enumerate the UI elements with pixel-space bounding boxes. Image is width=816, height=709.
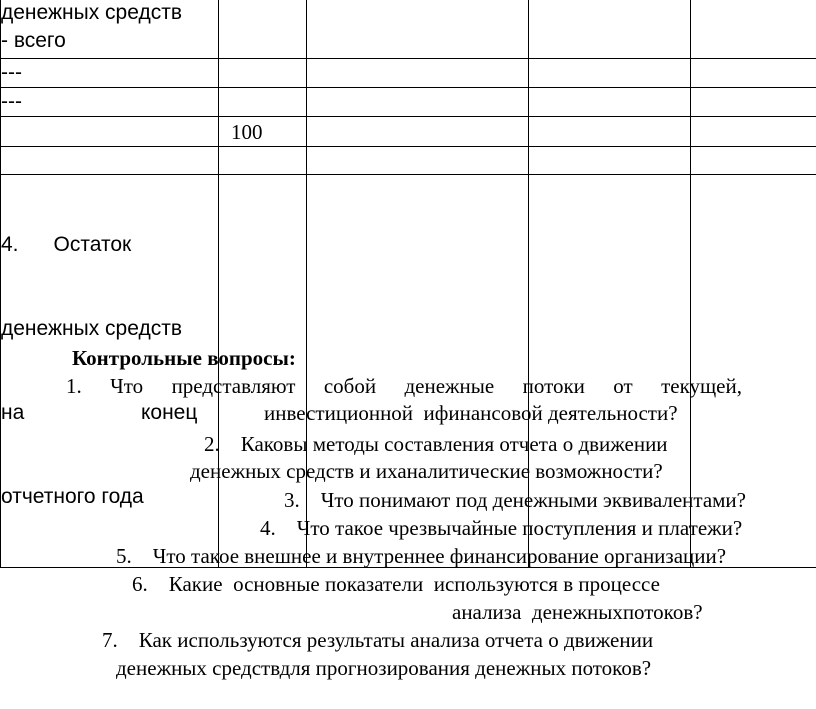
question-word: денежные [404,374,495,398]
question-3: 3. Что понимают под денежными эквивалентами? [284,488,746,512]
question-number: 1. [66,374,82,398]
table-cell [219,88,307,117]
question-4: 4. Что такое чрезвычайные поступления и платежи? [260,516,743,540]
row-label-cell [1,88,219,117]
table-cell [691,88,816,117]
table-cell [529,59,691,88]
row-label-line: --- [1,61,22,84]
table-cell [529,0,691,59]
table-row [1,117,816,147]
row-label-line: отчетного года [1,485,144,508]
row-label-line: денежных средств [1,1,182,24]
table-row [1,0,816,59]
question-5: 5. Что такое внешнее и внутреннее финансирование организации? [116,544,727,568]
table-cell [529,88,691,117]
table-cell [219,59,307,88]
table-row [1,59,816,88]
table-cell [691,147,816,175]
row-label-line: --- [1,90,22,113]
table-row [1,88,816,117]
question-word: от [613,374,633,398]
questions-title: Контрольные вопросы: [72,346,296,370]
row-label-cell [1,59,219,88]
row-label-cell [1,175,219,568]
question-word: представляют [171,374,296,398]
table-cell [691,117,816,147]
table-cell [307,147,529,175]
row-label-cell [1,117,219,147]
table-cell [529,117,691,147]
question-2-line-1: 2. Каковы методы составления отчета о движении [204,432,668,456]
table-cell [307,117,529,147]
question-word: Что [110,374,144,398]
table-cell [219,147,307,175]
question-6-line-1: 6. Какие основные показатели используются в процессе [132,572,660,596]
table-row [1,147,816,175]
question-2-line-2: денежных средств и иханалитические возможности? [190,459,663,483]
value-cell: 100 [219,117,307,147]
question-1-line-2: инвестиционной ифинансовой деятельности? [264,401,678,425]
table-cell [691,0,816,59]
table-cell [307,88,529,117]
table-cell [307,0,529,59]
row-label-line: - всего [1,29,66,52]
row-label-line: 4. Остаток [1,233,132,256]
table-cell [307,59,529,88]
question-word: собой [323,374,377,398]
table-cell [529,147,691,175]
row-label-line: денежных средств [1,317,182,340]
question-word: текущей, [661,374,742,398]
question-7-line-2: денежных средствдля прогнозирования денежных потоков? [116,656,652,680]
row-label-cell [1,147,219,175]
question-6-line-2: анализа денежныхпотоков? [452,600,703,624]
question-7-line-1: 7. Как используются результаты анализа отчета о движении [102,628,654,652]
question-word: потоки [522,374,585,398]
row-label-line: на конец [1,401,198,424]
row-label-cell [1,0,219,59]
question-1-line-1 [66,373,742,399]
table-cell [691,59,816,88]
table-cell [219,0,307,59]
